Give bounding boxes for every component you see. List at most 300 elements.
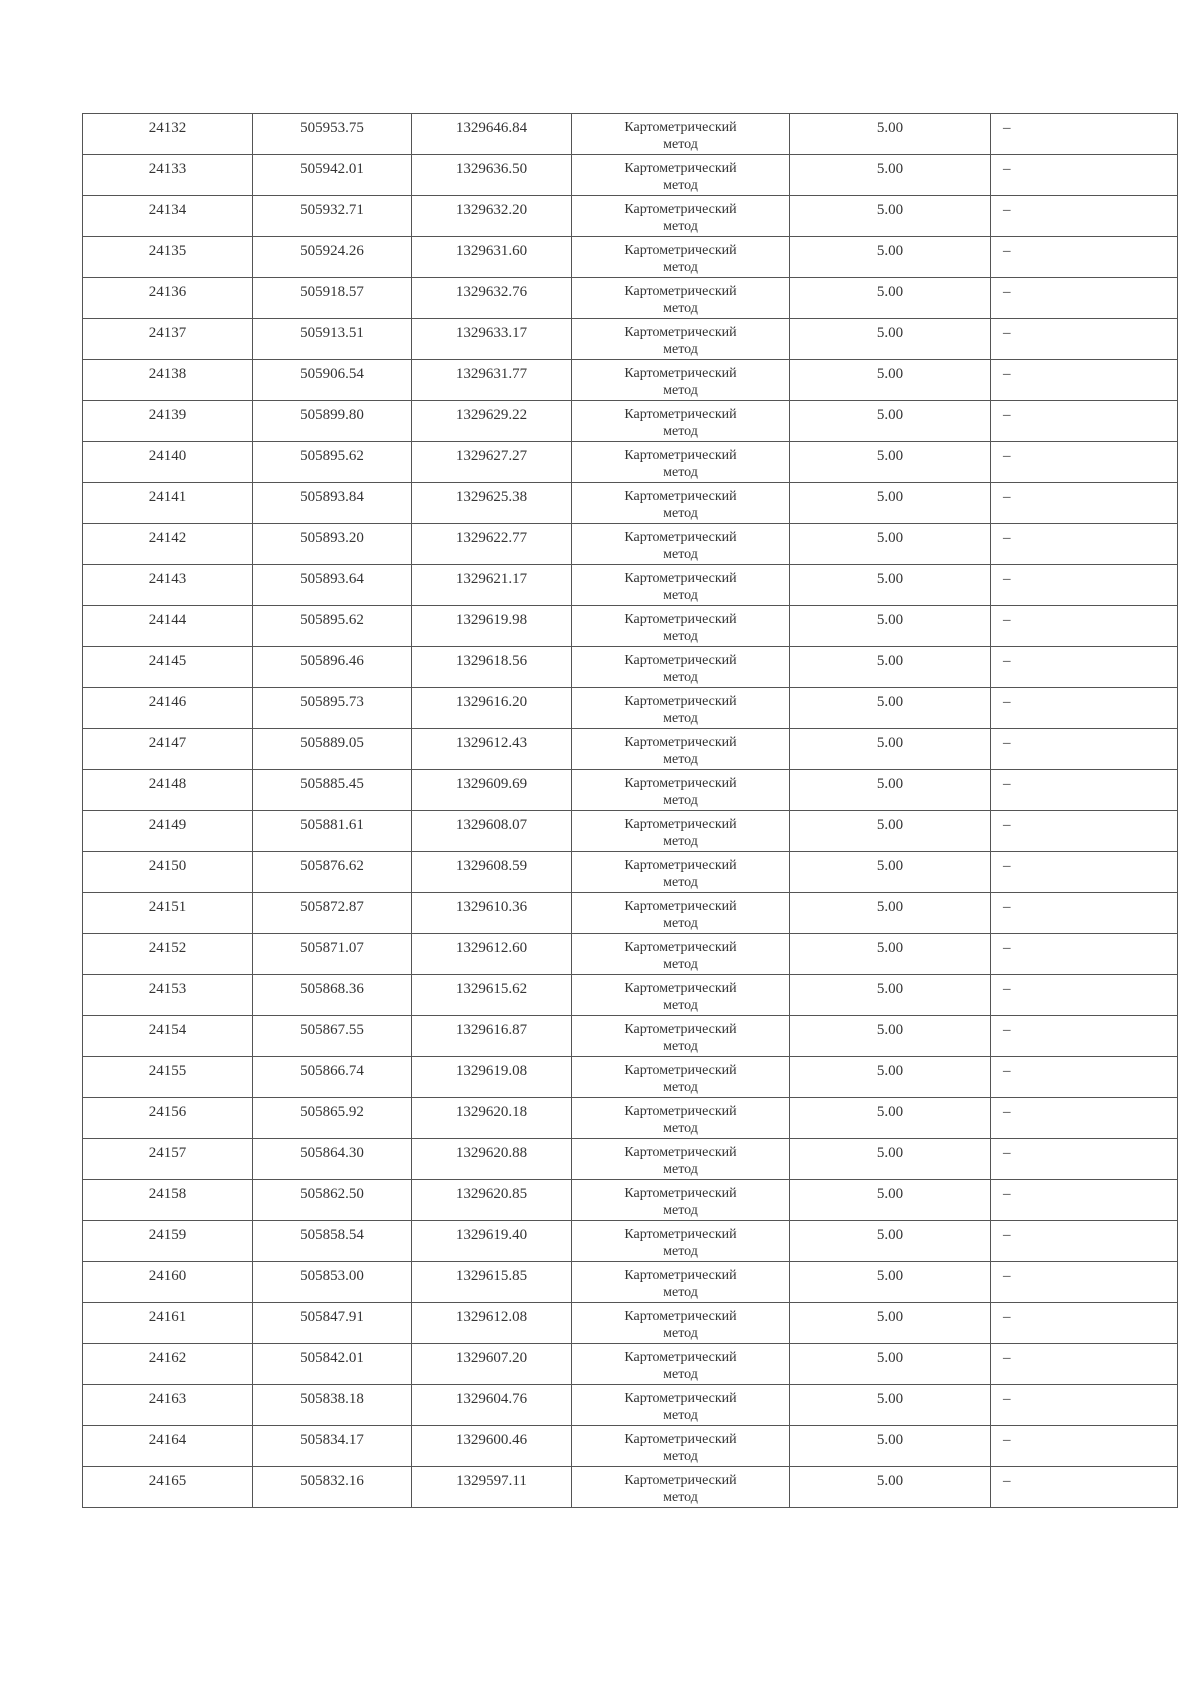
method-line-2: метод	[663, 916, 698, 931]
point-number: 24134	[148, 202, 187, 218]
method-cell	[572, 1057, 790, 1098]
x-coordinate-cell	[253, 770, 412, 811]
method-cell	[572, 524, 790, 565]
x-coordinate-cell	[253, 729, 412, 770]
method-line-1: Картометрический	[624, 1473, 737, 1488]
y-coordinate-cell	[412, 1262, 572, 1303]
method-line-2: метод	[663, 670, 698, 685]
method-cell	[572, 401, 790, 442]
note-value: –	[1003, 1473, 1011, 1489]
y-coordinate: 1329620.18	[455, 1104, 528, 1120]
method-line-1: Картометрический	[624, 1063, 737, 1078]
method-cell	[572, 278, 790, 319]
table-row	[83, 155, 1178, 196]
note-value: –	[1003, 1391, 1011, 1407]
point-number: 24157	[148, 1145, 187, 1161]
x-coordinate-cell	[253, 1221, 412, 1262]
x-coordinate-cell	[253, 114, 412, 155]
point-number-cell	[83, 1221, 253, 1262]
x-coordinate-cell	[253, 278, 412, 319]
table-row	[83, 524, 1178, 565]
method-cell	[572, 811, 790, 852]
method-cell	[572, 975, 790, 1016]
precision-value: 5.00	[876, 1186, 904, 1202]
method-line-1: Картометрический	[624, 448, 737, 463]
note-value: –	[1003, 1432, 1011, 1448]
method-cell	[572, 1344, 790, 1385]
y-coordinate-cell	[412, 155, 572, 196]
method-line-1: Картометрический	[624, 571, 737, 586]
method-line-2: метод	[663, 711, 698, 726]
x-coordinate: 505871.07	[300, 940, 364, 956]
y-coordinate-cell	[412, 1139, 572, 1180]
precision-value: 5.00	[876, 161, 904, 177]
x-coordinate: 505838.18	[300, 1391, 364, 1407]
note-value: –	[1003, 940, 1011, 956]
x-coordinate-cell	[253, 606, 412, 647]
x-coordinate: 505924.26	[300, 243, 364, 259]
precision-value: 5.00	[876, 1309, 904, 1325]
precision-cell	[790, 975, 991, 1016]
point-number: 24161	[148, 1309, 187, 1325]
x-coordinate-cell	[253, 1426, 412, 1467]
method-line-1: Картометрический	[624, 1391, 737, 1406]
x-coordinate-cell	[253, 1057, 412, 1098]
method-cell	[572, 893, 790, 934]
x-coordinate: 505893.64	[300, 571, 364, 587]
method-line-1: Картометрический	[624, 1104, 737, 1119]
y-coordinate: 1329619.98	[455, 612, 528, 628]
x-coordinate-cell	[253, 1262, 412, 1303]
x-coordinate: 505942.01	[300, 161, 364, 177]
y-coordinate-cell	[412, 442, 572, 483]
table-row	[83, 1221, 1178, 1262]
y-coordinate-cell	[412, 975, 572, 1016]
note-cell	[991, 1262, 1178, 1303]
note-cell	[991, 1057, 1178, 1098]
point-number-cell	[83, 975, 253, 1016]
method-line-2: метод	[663, 547, 698, 562]
x-coordinate-cell	[253, 1098, 412, 1139]
note-value: –	[1003, 899, 1011, 915]
method-cell	[572, 483, 790, 524]
precision-cell	[790, 319, 991, 360]
method-line-1: Картометрический	[624, 243, 737, 258]
y-coordinate-cell	[412, 1057, 572, 1098]
table-row	[83, 770, 1178, 811]
method-cell	[572, 1426, 790, 1467]
x-coordinate: 505895.62	[300, 448, 364, 464]
x-coordinate: 505866.74	[300, 1063, 364, 1079]
x-coordinate: 505918.57	[300, 284, 364, 300]
method-line-1: Картометрический	[624, 940, 737, 955]
y-coordinate-cell	[412, 1385, 572, 1426]
precision-value: 5.00	[876, 653, 904, 669]
method-line-2: метод	[663, 465, 698, 480]
precision-value: 5.00	[876, 120, 904, 136]
precision-value: 5.00	[876, 1145, 904, 1161]
y-coordinate-cell	[412, 893, 572, 934]
precision-value: 5.00	[876, 1350, 904, 1366]
note-value: –	[1003, 1186, 1011, 1202]
point-number: 24137	[148, 325, 187, 341]
x-coordinate-cell	[253, 1139, 412, 1180]
point-number: 24141	[148, 489, 187, 505]
point-number: 24139	[148, 407, 187, 423]
x-coordinate: 505858.54	[300, 1227, 364, 1243]
x-coordinate-cell	[253, 401, 412, 442]
point-number: 24147	[148, 735, 187, 751]
y-coordinate: 1329632.76	[455, 284, 528, 300]
method-line-2: метод	[663, 1203, 698, 1218]
method-line-2: метод	[663, 793, 698, 808]
note-value: –	[1003, 1309, 1011, 1325]
method-line-1: Картометрический	[624, 161, 737, 176]
table-row	[83, 1467, 1178, 1508]
note-cell	[991, 524, 1178, 565]
note-value: –	[1003, 530, 1011, 546]
precision-value: 5.00	[876, 325, 904, 341]
note-value: –	[1003, 1145, 1011, 1161]
note-cell	[991, 237, 1178, 278]
note-cell	[991, 360, 1178, 401]
precision-value: 5.00	[876, 899, 904, 915]
table-row	[83, 360, 1178, 401]
point-number: 24145	[148, 653, 187, 669]
method-line-1: Картометрический	[624, 1022, 737, 1037]
x-coordinate: 505865.92	[300, 1104, 364, 1120]
y-coordinate: 1329631.77	[455, 366, 528, 382]
y-coordinate-cell	[412, 565, 572, 606]
method-line-1: Картометрический	[624, 1350, 737, 1365]
method-line-2: метод	[663, 1039, 698, 1054]
point-number-cell	[83, 811, 253, 852]
method-line-1: Картометрический	[624, 284, 737, 299]
y-coordinate: 1329632.20	[455, 202, 528, 218]
point-number-cell	[83, 196, 253, 237]
x-coordinate: 505867.55	[300, 1022, 364, 1038]
table-row	[83, 1344, 1178, 1385]
y-coordinate: 1329620.85	[455, 1186, 528, 1202]
precision-cell	[790, 401, 991, 442]
precision-cell	[790, 114, 991, 155]
method-line-1: Картометрический	[624, 1268, 737, 1283]
table-row	[83, 1385, 1178, 1426]
y-coordinate: 1329625.38	[455, 489, 528, 505]
table-row	[83, 114, 1178, 155]
note-value: –	[1003, 366, 1011, 382]
method-cell	[572, 688, 790, 729]
point-number-cell	[83, 565, 253, 606]
y-coordinate: 1329610.36	[455, 899, 528, 915]
precision-cell	[790, 237, 991, 278]
precision-value: 5.00	[876, 1022, 904, 1038]
method-line-1: Картометрический	[624, 120, 737, 135]
x-coordinate: 505862.50	[300, 1186, 364, 1202]
precision-cell	[790, 1098, 991, 1139]
precision-cell	[790, 1139, 991, 1180]
y-coordinate: 1329616.20	[455, 694, 528, 710]
method-line-2: метод	[663, 1121, 698, 1136]
point-number-cell	[83, 360, 253, 401]
coordinates-table-body	[83, 114, 1178, 1508]
note-cell	[991, 401, 1178, 442]
y-coordinate-cell	[412, 237, 572, 278]
precision-value: 5.00	[876, 202, 904, 218]
y-coordinate: 1329604.76	[455, 1391, 528, 1407]
point-number: 24143	[148, 571, 187, 587]
precision-cell	[790, 442, 991, 483]
note-cell	[991, 1139, 1178, 1180]
method-line-1: Картометрический	[624, 366, 737, 381]
point-number-cell	[83, 1180, 253, 1221]
method-line-1: Картометрический	[624, 899, 737, 914]
precision-cell	[790, 278, 991, 319]
note-value: –	[1003, 202, 1011, 218]
method-line-1: Картометрический	[624, 1432, 737, 1447]
note-cell	[991, 893, 1178, 934]
method-line-1: Картометрический	[624, 1186, 737, 1201]
x-coordinate: 505853.00	[300, 1268, 364, 1284]
method-cell	[572, 114, 790, 155]
y-coordinate-cell	[412, 688, 572, 729]
method-line-2: метод	[663, 957, 698, 972]
method-line-1: Картометрический	[624, 858, 737, 873]
precision-cell	[790, 934, 991, 975]
y-coordinate-cell	[412, 1467, 572, 1508]
note-value: –	[1003, 694, 1011, 710]
note-value: –	[1003, 448, 1011, 464]
table-row	[83, 1262, 1178, 1303]
precision-value: 5.00	[876, 366, 904, 382]
y-coordinate-cell	[412, 401, 572, 442]
table-row	[83, 278, 1178, 319]
y-coordinate-cell	[412, 606, 572, 647]
point-number: 24162	[148, 1350, 187, 1366]
precision-value: 5.00	[876, 817, 904, 833]
method-cell	[572, 934, 790, 975]
y-coordinate-cell	[412, 729, 572, 770]
x-coordinate-cell	[253, 852, 412, 893]
point-number: 24152	[148, 940, 187, 956]
y-coordinate-cell	[412, 319, 572, 360]
note-cell	[991, 1303, 1178, 1344]
note-value: –	[1003, 243, 1011, 259]
method-line-1: Картометрический	[624, 1145, 737, 1160]
precision-cell	[790, 852, 991, 893]
note-value: –	[1003, 571, 1011, 587]
precision-value: 5.00	[876, 489, 904, 505]
precision-cell	[790, 770, 991, 811]
x-coordinate-cell	[253, 688, 412, 729]
point-number: 24140	[148, 448, 187, 464]
note-cell	[991, 1098, 1178, 1139]
point-number-cell	[83, 606, 253, 647]
precision-cell	[790, 524, 991, 565]
point-number-cell	[83, 278, 253, 319]
note-value: –	[1003, 161, 1011, 177]
note-cell	[991, 155, 1178, 196]
method-line-1: Картометрический	[624, 407, 737, 422]
method-line-1: Картометрический	[624, 1309, 737, 1324]
precision-cell	[790, 647, 991, 688]
point-number-cell	[83, 442, 253, 483]
precision-value: 5.00	[876, 571, 904, 587]
note-cell	[991, 483, 1178, 524]
y-coordinate: 1329646.84	[455, 120, 528, 136]
note-value: –	[1003, 735, 1011, 751]
precision-cell	[790, 360, 991, 401]
x-coordinate-cell	[253, 1180, 412, 1221]
method-line-1: Картометрический	[624, 694, 737, 709]
note-value: –	[1003, 817, 1011, 833]
coordinates-table	[82, 113, 1178, 1508]
y-coordinate: 1329612.60	[455, 940, 528, 956]
method-line-1: Картометрический	[624, 776, 737, 791]
method-cell	[572, 237, 790, 278]
table-row	[83, 565, 1178, 606]
method-line-1: Картометрический	[624, 1227, 737, 1242]
table-row	[83, 1098, 1178, 1139]
x-coordinate-cell	[253, 975, 412, 1016]
point-number-cell	[83, 401, 253, 442]
x-coordinate: 505932.71	[300, 202, 364, 218]
y-coordinate-cell	[412, 114, 572, 155]
x-coordinate-cell	[253, 565, 412, 606]
y-coordinate: 1329620.88	[455, 1145, 528, 1161]
method-line-2: метод	[663, 1285, 698, 1300]
method-line-2: метод	[663, 1326, 698, 1341]
y-coordinate-cell	[412, 1016, 572, 1057]
point-number-cell	[83, 1139, 253, 1180]
table-row	[83, 729, 1178, 770]
method-line-2: метод	[663, 1408, 698, 1423]
method-cell	[572, 442, 790, 483]
note-value: –	[1003, 653, 1011, 669]
table-row	[83, 934, 1178, 975]
table-row	[83, 442, 1178, 483]
y-coordinate-cell	[412, 811, 572, 852]
point-number-cell	[83, 319, 253, 360]
method-line-1: Картометрический	[624, 735, 737, 750]
y-coordinate: 1329619.08	[455, 1063, 528, 1079]
point-number: 24164	[148, 1432, 187, 1448]
y-coordinate: 1329608.07	[455, 817, 528, 833]
method-cell	[572, 1180, 790, 1221]
y-coordinate: 1329629.22	[455, 407, 528, 423]
point-number-cell	[83, 1262, 253, 1303]
note-cell	[991, 1385, 1178, 1426]
table-row	[83, 975, 1178, 1016]
y-coordinate: 1329631.60	[455, 243, 528, 259]
note-value: –	[1003, 1063, 1011, 1079]
point-number: 24146	[148, 694, 187, 710]
method-line-2: метод	[663, 137, 698, 152]
method-cell	[572, 1016, 790, 1057]
note-cell	[991, 1016, 1178, 1057]
point-number: 24149	[148, 817, 187, 833]
precision-value: 5.00	[876, 1391, 904, 1407]
note-value: –	[1003, 1022, 1011, 1038]
note-value: –	[1003, 1227, 1011, 1243]
precision-value: 5.00	[876, 1227, 904, 1243]
point-number-cell	[83, 483, 253, 524]
point-number-cell	[83, 1057, 253, 1098]
note-cell	[991, 811, 1178, 852]
table-row	[83, 1139, 1178, 1180]
note-cell	[991, 1467, 1178, 1508]
y-coordinate: 1329607.20	[455, 1350, 528, 1366]
method-line-2: метод	[663, 219, 698, 234]
note-value: –	[1003, 1268, 1011, 1284]
note-cell	[991, 196, 1178, 237]
x-coordinate: 505832.16	[300, 1473, 364, 1489]
precision-cell	[790, 565, 991, 606]
y-coordinate-cell	[412, 483, 572, 524]
x-coordinate-cell	[253, 1467, 412, 1508]
point-number: 24163	[148, 1391, 187, 1407]
method-line-1: Картометрический	[624, 325, 737, 340]
method-line-2: метод	[663, 1490, 698, 1505]
method-line-2: метод	[663, 342, 698, 357]
precision-cell	[790, 196, 991, 237]
precision-value: 5.00	[876, 940, 904, 956]
x-coordinate: 505889.05	[300, 735, 364, 751]
note-value: –	[1003, 776, 1011, 792]
method-line-2: метод	[663, 301, 698, 316]
x-coordinate-cell	[253, 155, 412, 196]
point-number-cell	[83, 1467, 253, 1508]
table-row	[83, 811, 1178, 852]
y-coordinate-cell	[412, 852, 572, 893]
y-coordinate: 1329627.27	[455, 448, 528, 464]
note-cell	[991, 975, 1178, 1016]
precision-value: 5.00	[876, 981, 904, 997]
note-value: –	[1003, 489, 1011, 505]
y-coordinate: 1329616.87	[455, 1022, 528, 1038]
table-row	[83, 1016, 1178, 1057]
precision-value: 5.00	[876, 1063, 904, 1079]
precision-value: 5.00	[876, 735, 904, 751]
y-coordinate: 1329597.11	[456, 1473, 527, 1489]
x-coordinate: 505885.45	[300, 776, 364, 792]
point-number-cell	[83, 1426, 253, 1467]
note-value: –	[1003, 407, 1011, 423]
y-coordinate: 1329615.85	[455, 1268, 528, 1284]
precision-value: 5.00	[876, 858, 904, 874]
precision-cell	[790, 811, 991, 852]
precision-value: 5.00	[876, 530, 904, 546]
note-cell	[991, 319, 1178, 360]
point-number: 24153	[148, 981, 187, 997]
method-line-2: метод	[663, 998, 698, 1013]
point-number: 24138	[148, 366, 187, 382]
note-value: –	[1003, 284, 1011, 300]
table-row	[83, 196, 1178, 237]
point-number-cell	[83, 237, 253, 278]
note-value: –	[1003, 612, 1011, 628]
y-coordinate-cell	[412, 1180, 572, 1221]
note-cell	[991, 852, 1178, 893]
precision-value: 5.00	[876, 243, 904, 259]
table-row	[83, 688, 1178, 729]
note-cell	[991, 647, 1178, 688]
y-coordinate: 1329609.69	[455, 776, 528, 792]
method-cell	[572, 1303, 790, 1344]
point-number-cell	[83, 1385, 253, 1426]
table-row	[83, 401, 1178, 442]
method-line-1: Картометрический	[624, 653, 737, 668]
